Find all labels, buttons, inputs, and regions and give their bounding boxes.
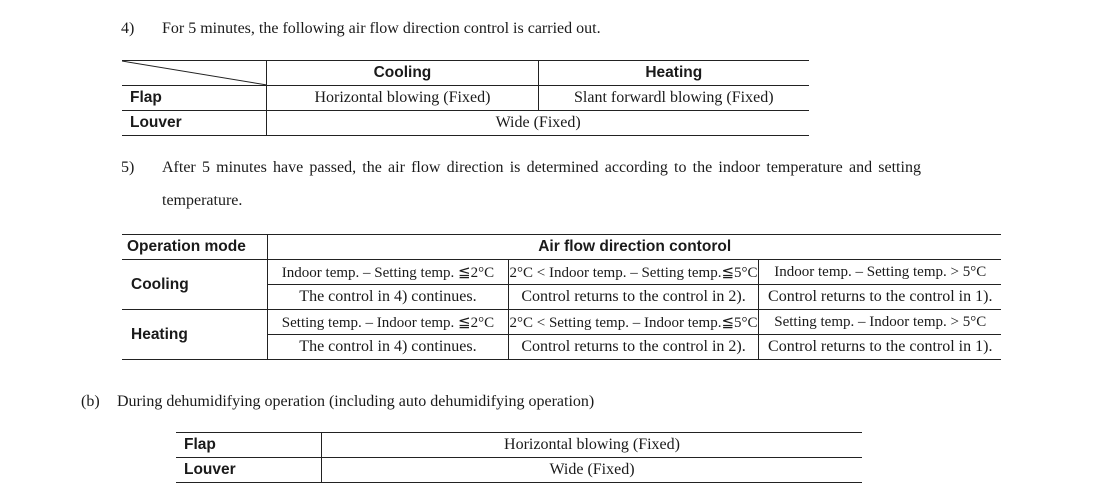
section-b-label: (b) (81, 393, 100, 410)
cooling-condition-1: Indoor temp. – Setting temp. ≦2°C (268, 260, 508, 285)
row-label-cooling: Cooling (122, 260, 268, 310)
heating-condition-1: Setting temp. – Indoor temp. ≦2°C (268, 310, 508, 335)
cooling-result-3: Control returns to the control in 1). (768, 288, 993, 305)
header-heating: Heating (645, 64, 703, 81)
heating-result-3: Control returns to the control in 1). (768, 338, 993, 355)
diagonal-line (122, 61, 267, 85)
step-5-line-2: temperature. (162, 192, 243, 209)
row-label-louver-dehumid: Louver (176, 458, 322, 483)
flap-dehumid-value: Horizontal blowing (Fixed) (504, 436, 680, 453)
header-operation-mode: Operation mode (122, 235, 268, 260)
heating-condition-3: Setting temp. – Indoor temp. > 5°C (774, 313, 987, 330)
row-label-flap: Flap (122, 86, 267, 111)
cooling-result-1: The control in 4) continues. (268, 285, 508, 310)
table-airflow-control (122, 234, 1001, 360)
louver-dehumid-value: Wide (Fixed) (549, 461, 635, 478)
flap-cooling-value: Horizontal blowing (Fixed) (267, 86, 538, 111)
row-label-louver: Louver (122, 111, 267, 136)
step-5-number: 5) (121, 159, 135, 176)
table-initial-airflow (122, 60, 809, 136)
table-dehumidifying (176, 432, 862, 483)
header-airflow-control: Air flow direction contorol (538, 238, 732, 255)
row-label-heating: Heating (122, 310, 268, 360)
heating-result-1: The control in 4) continues. (268, 335, 508, 360)
cooling-condition-3: Indoor temp. – Setting temp. > 5°C (774, 263, 987, 280)
cooling-condition-2: 2°C < Indoor temp. – Setting temp.≦5°C (508, 260, 759, 285)
step-4-text: For 5 minutes, the following air flow direction control is carried out. (162, 20, 601, 37)
flap-heating-value: Slant forwardl blowing (Fixed) (574, 89, 774, 106)
diagonal-header-cell (122, 61, 267, 86)
heating-result-2: Control returns to the control in 2). (508, 335, 759, 360)
heating-condition-2: 2°C < Setting temp. – Indoor temp.≦5°C (508, 310, 759, 335)
row-label-flap-dehumid: Flap (176, 433, 322, 458)
louver-value: Wide (Fixed) (495, 114, 581, 131)
section-b-text: During dehumidifying operation (including auto dehumidifying operation) (117, 393, 595, 410)
step-4-number: 4) (121, 20, 135, 37)
header-cooling: Cooling (267, 61, 538, 86)
cooling-result-2: Control returns to the control in 2). (508, 285, 759, 310)
step-5-line-1: After 5 minutes have passed, the air flow direction is determined according to the indoor temperature and setting (162, 159, 921, 176)
